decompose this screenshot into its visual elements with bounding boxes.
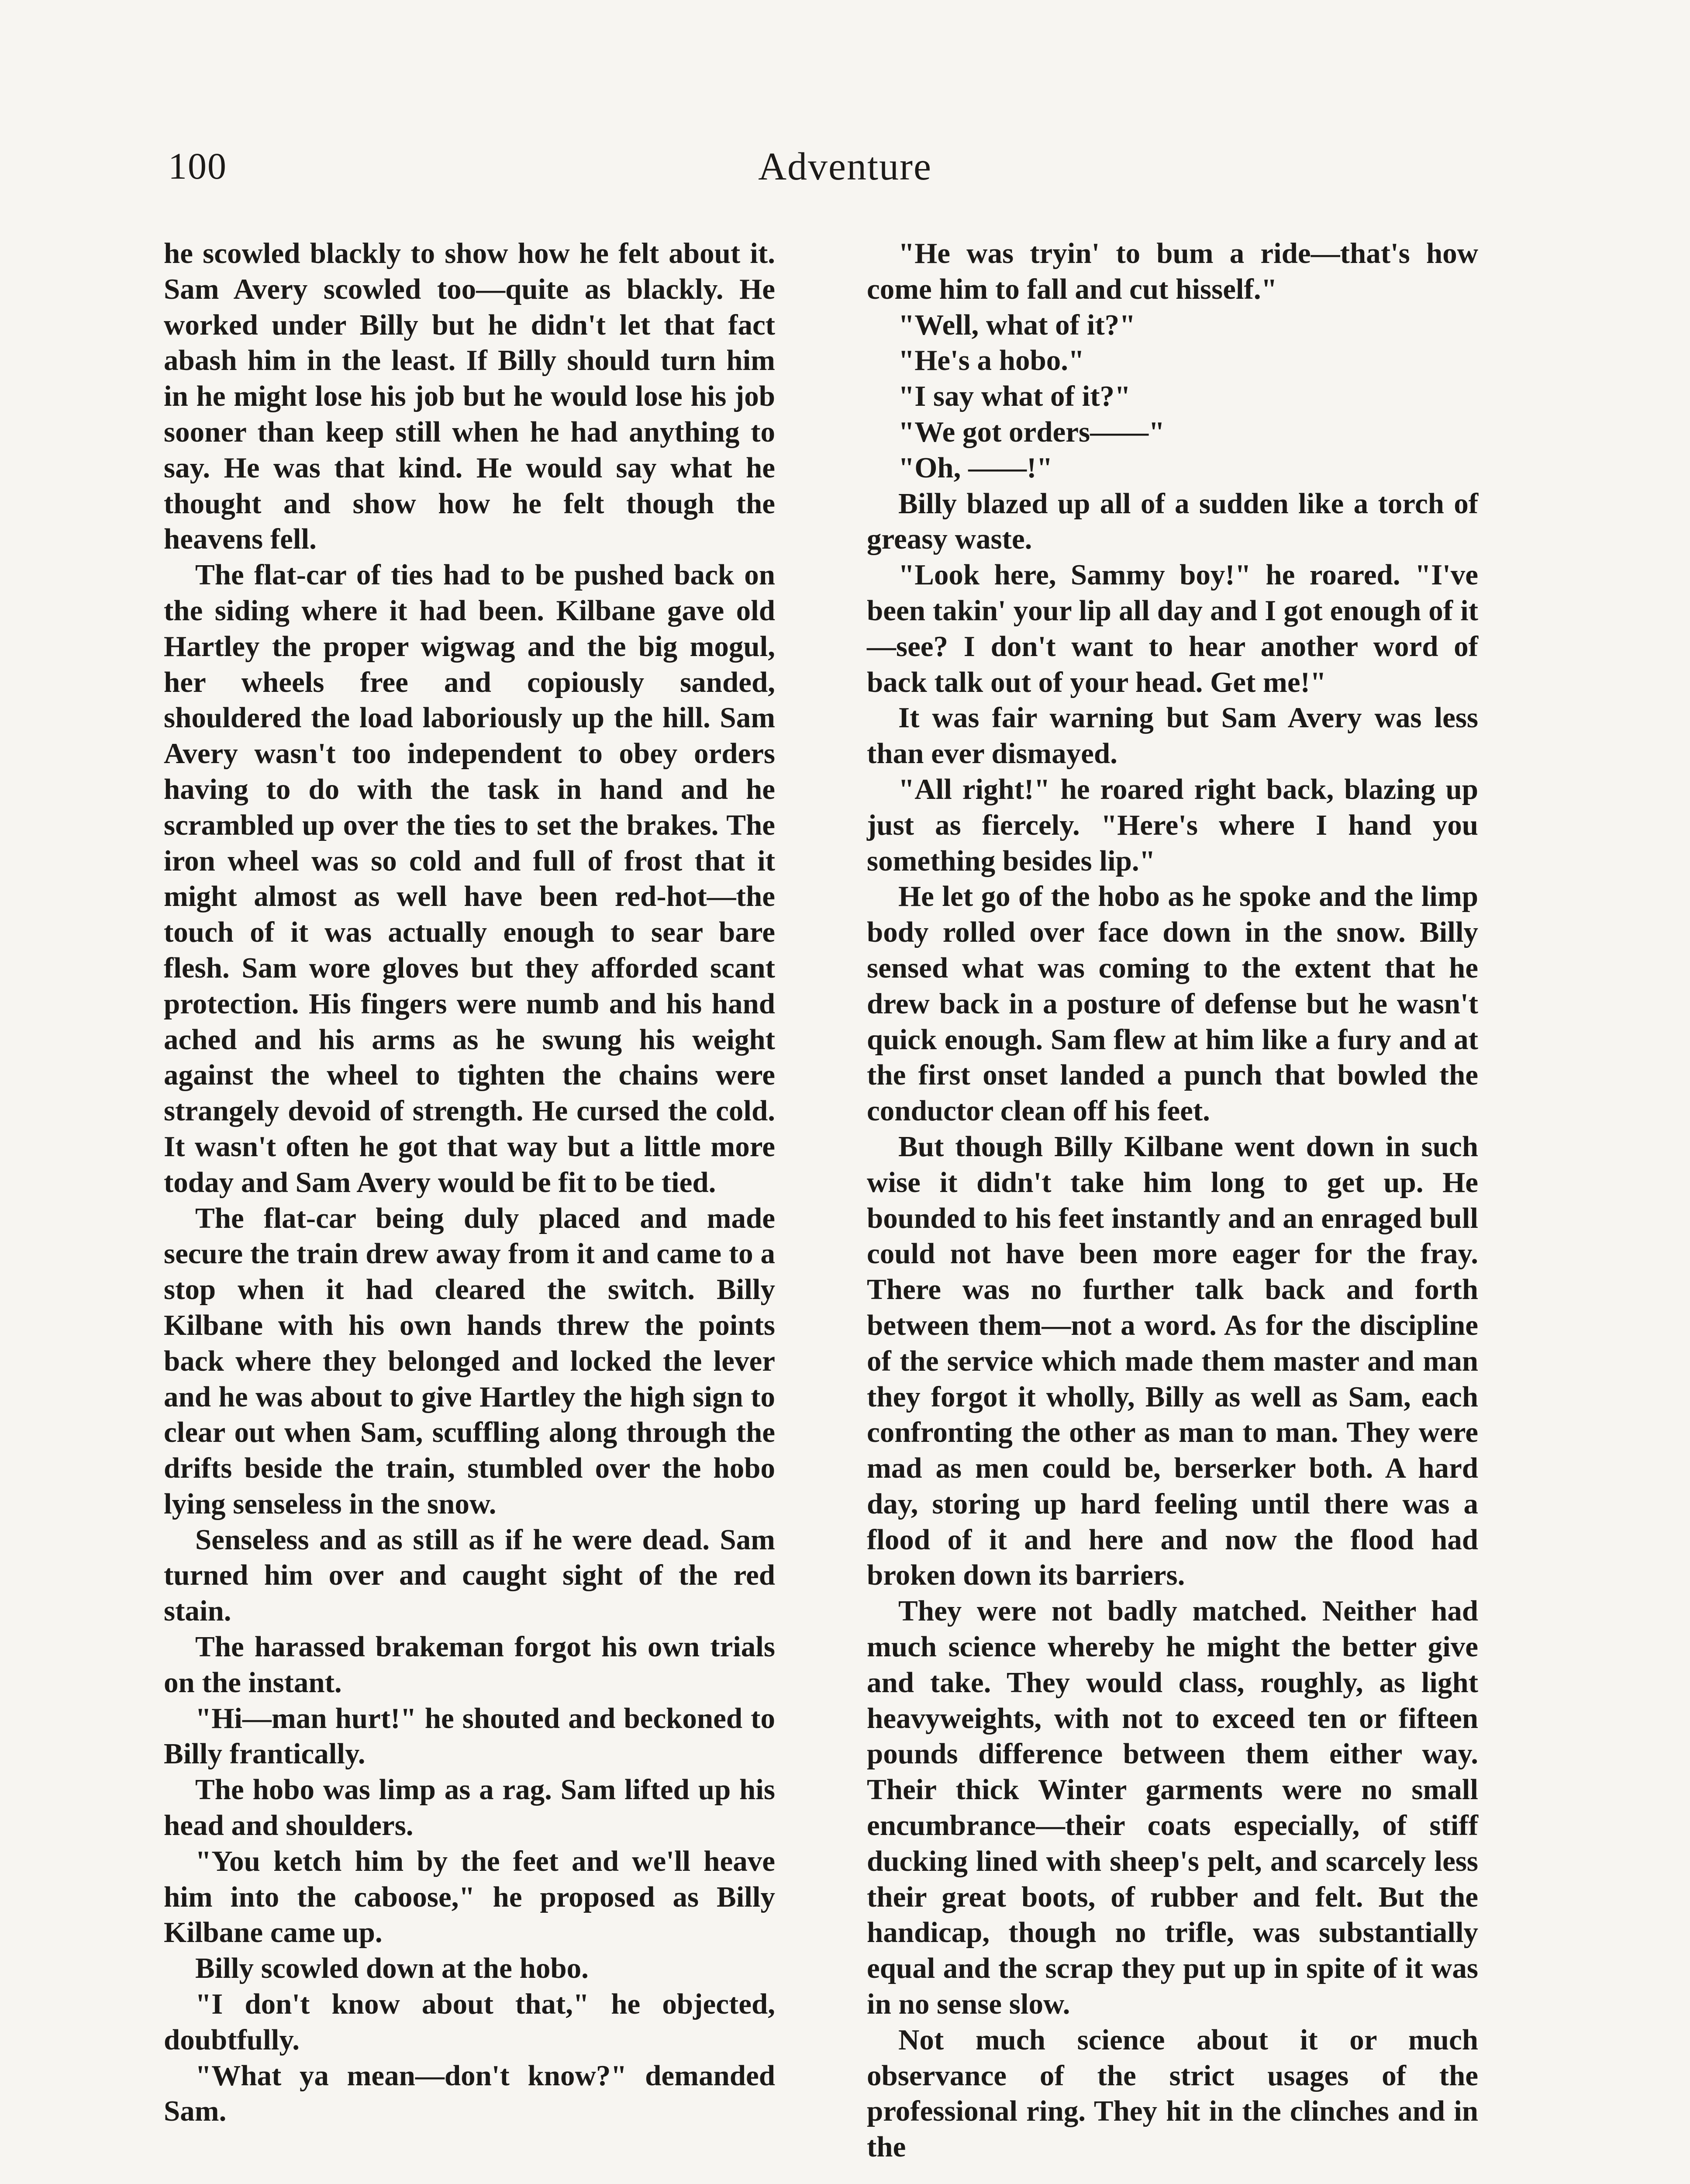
paragraph: The flat-car being duly placed and made secure the train drew away from it and came to a stop when it had cleared the switch. Billy Kilbane with his own hands threw the points back where they belonged and locked the lever and he was about to give Hartley the high sign to clear out when Sam, scuffling along through the drifts beside the train, stumbled over the hobo lying senseless in the snow.	[164, 1202, 775, 1520]
page-number: 100	[168, 145, 227, 187]
left-text-column	[164, 236, 775, 2129]
paragraph: "Oh, ——!"	[898, 451, 1053, 484]
right-text-column	[867, 236, 1478, 2165]
paragraph: But though Billy Kilbane went down in such wise it didn't take him long to get up. He bounded to his feet instantly and an enraged bull could not have been more eager for the fray. There was no further talk back and forth between them—not a word. As for the discipline of the service which made them master and man they forgot it wholly, Billy as well as Sam, each confronting the other as man to man. They were mad as men could be, berserker both. A hard day, storing up hard feeling until there was a flood of it and here and now the flood had broken down its barriers.	[867, 1130, 1478, 1592]
paragraph: "What ya mean—don't know?" demanded Sam.	[164, 2059, 775, 2128]
paragraph: "He was tryin' to bum a ride—that's how come him to fall and cut hisself."	[867, 237, 1478, 305]
paragraph: "All right!" he roared right back, blazing up just as fiercely. "Here's where I hand you something besides lip."	[867, 773, 1478, 877]
running-head-title: Adventure	[758, 145, 932, 188]
paragraph: "Well, what of it?"	[898, 308, 1136, 341]
paragraph: "Hi—man hurt!" he shouted and beckoned to Billy frantically.	[164, 1702, 775, 1770]
paragraph: It was fair warning but Sam Avery was less than ever dismayed.	[867, 702, 1478, 770]
paragraph: They were not badly matched. Neither had much science whereby he might the better give and take. They would class, roughly, as light heavyweights, with not to exceed ten or fifteen pounds difference between them either way. Their thick Winter garments were no small encumbrance—their coats especially, of stiff ducking lined with sheep's pelt, and scarcely less their great boots, of rubber and felt. But the handicap, though no trifle, was substantially equal and the scrap they put up in spite of it was in no sense slow.	[867, 1595, 1478, 2021]
paragraph: Not much science about it or much observance of the strict usages of the professional ring. They hit in the clinches and in the	[867, 2023, 1478, 2163]
paragraph: Billy scowled down at the hobo.	[195, 1952, 589, 1985]
paragraph: he scowled blackly to show how he felt about it. Sam Avery scowled too—quite as blackly. He worked under Billy but he didn't let that fact abash him in the least. If Billy should turn him in he might lose his job but he would lose his job sooner than keep still when he had anything to say. He was that kind. He would say what he thought and show how he felt though the heavens fell.	[164, 237, 775, 556]
paragraph: "I say what of it?"	[898, 380, 1131, 413]
paragraph: Senseless and as still as if he were dead. Sam turned him over and caught sight of the red stain.	[164, 1523, 775, 1628]
paragraph: Billy blazed up all of a sudden like a torch of greasy waste.	[867, 487, 1478, 556]
paragraph: "Look here, Sammy boy!" he roared. "I've been takin' your lip all day and I got enough of it—see? I don't want to hear another word of back talk out of your head. Get me!"	[867, 559, 1478, 698]
paragraph: The harassed brakeman forgot his own trials on the instant.	[164, 1631, 775, 1699]
paragraph: "We got orders——"	[898, 415, 1165, 448]
paragraph: "I don't know about that," he objected, doubtfully.	[164, 1988, 775, 2056]
paragraph: He let go of the hobo as he spoke and the limp body rolled over face down in the snow. Billy sensed what was coming to the extent that he drew back in a posture of defense but he wasn't quick enough. Sam flew at him like a fury and at the first onset landed a punch that bowled the conductor clean off his feet.	[867, 880, 1478, 1127]
paragraph: The flat-car of ties had to be pushed back on the siding where it had been. Kilbane gave old Hartley the proper wigwag and the big mogul, her wheels free and copiously sanded, shouldered the load laboriously up the hill. Sam Avery wasn't too independent to obey orders having to do with the task in hand and he scrambled up over the ties to set the brakes. The iron wheel was so cold and full of frost that it might almost as well have been red-hot—the touch of it was actually enough to sear bare flesh. Sam wore gloves but they afforded scant protection. His fingers were numb and his hand ached and his arms as he swung his weight against the wheel to tighten the chains were strangely devoid of strength. He cursed the cold. It wasn't often he got that way but a little more today and Sam Avery would be fit to be tied.	[164, 559, 775, 1199]
paragraph: The hobo was limp as a rag. Sam lifted up his head and shoulders.	[164, 1773, 775, 1842]
paragraph: "You ketch him by the feet and we'll heave him into the caboose," he proposed as Billy Kilbane came up.	[164, 1845, 775, 1949]
paragraph: "He's a hobo."	[898, 344, 1085, 377]
